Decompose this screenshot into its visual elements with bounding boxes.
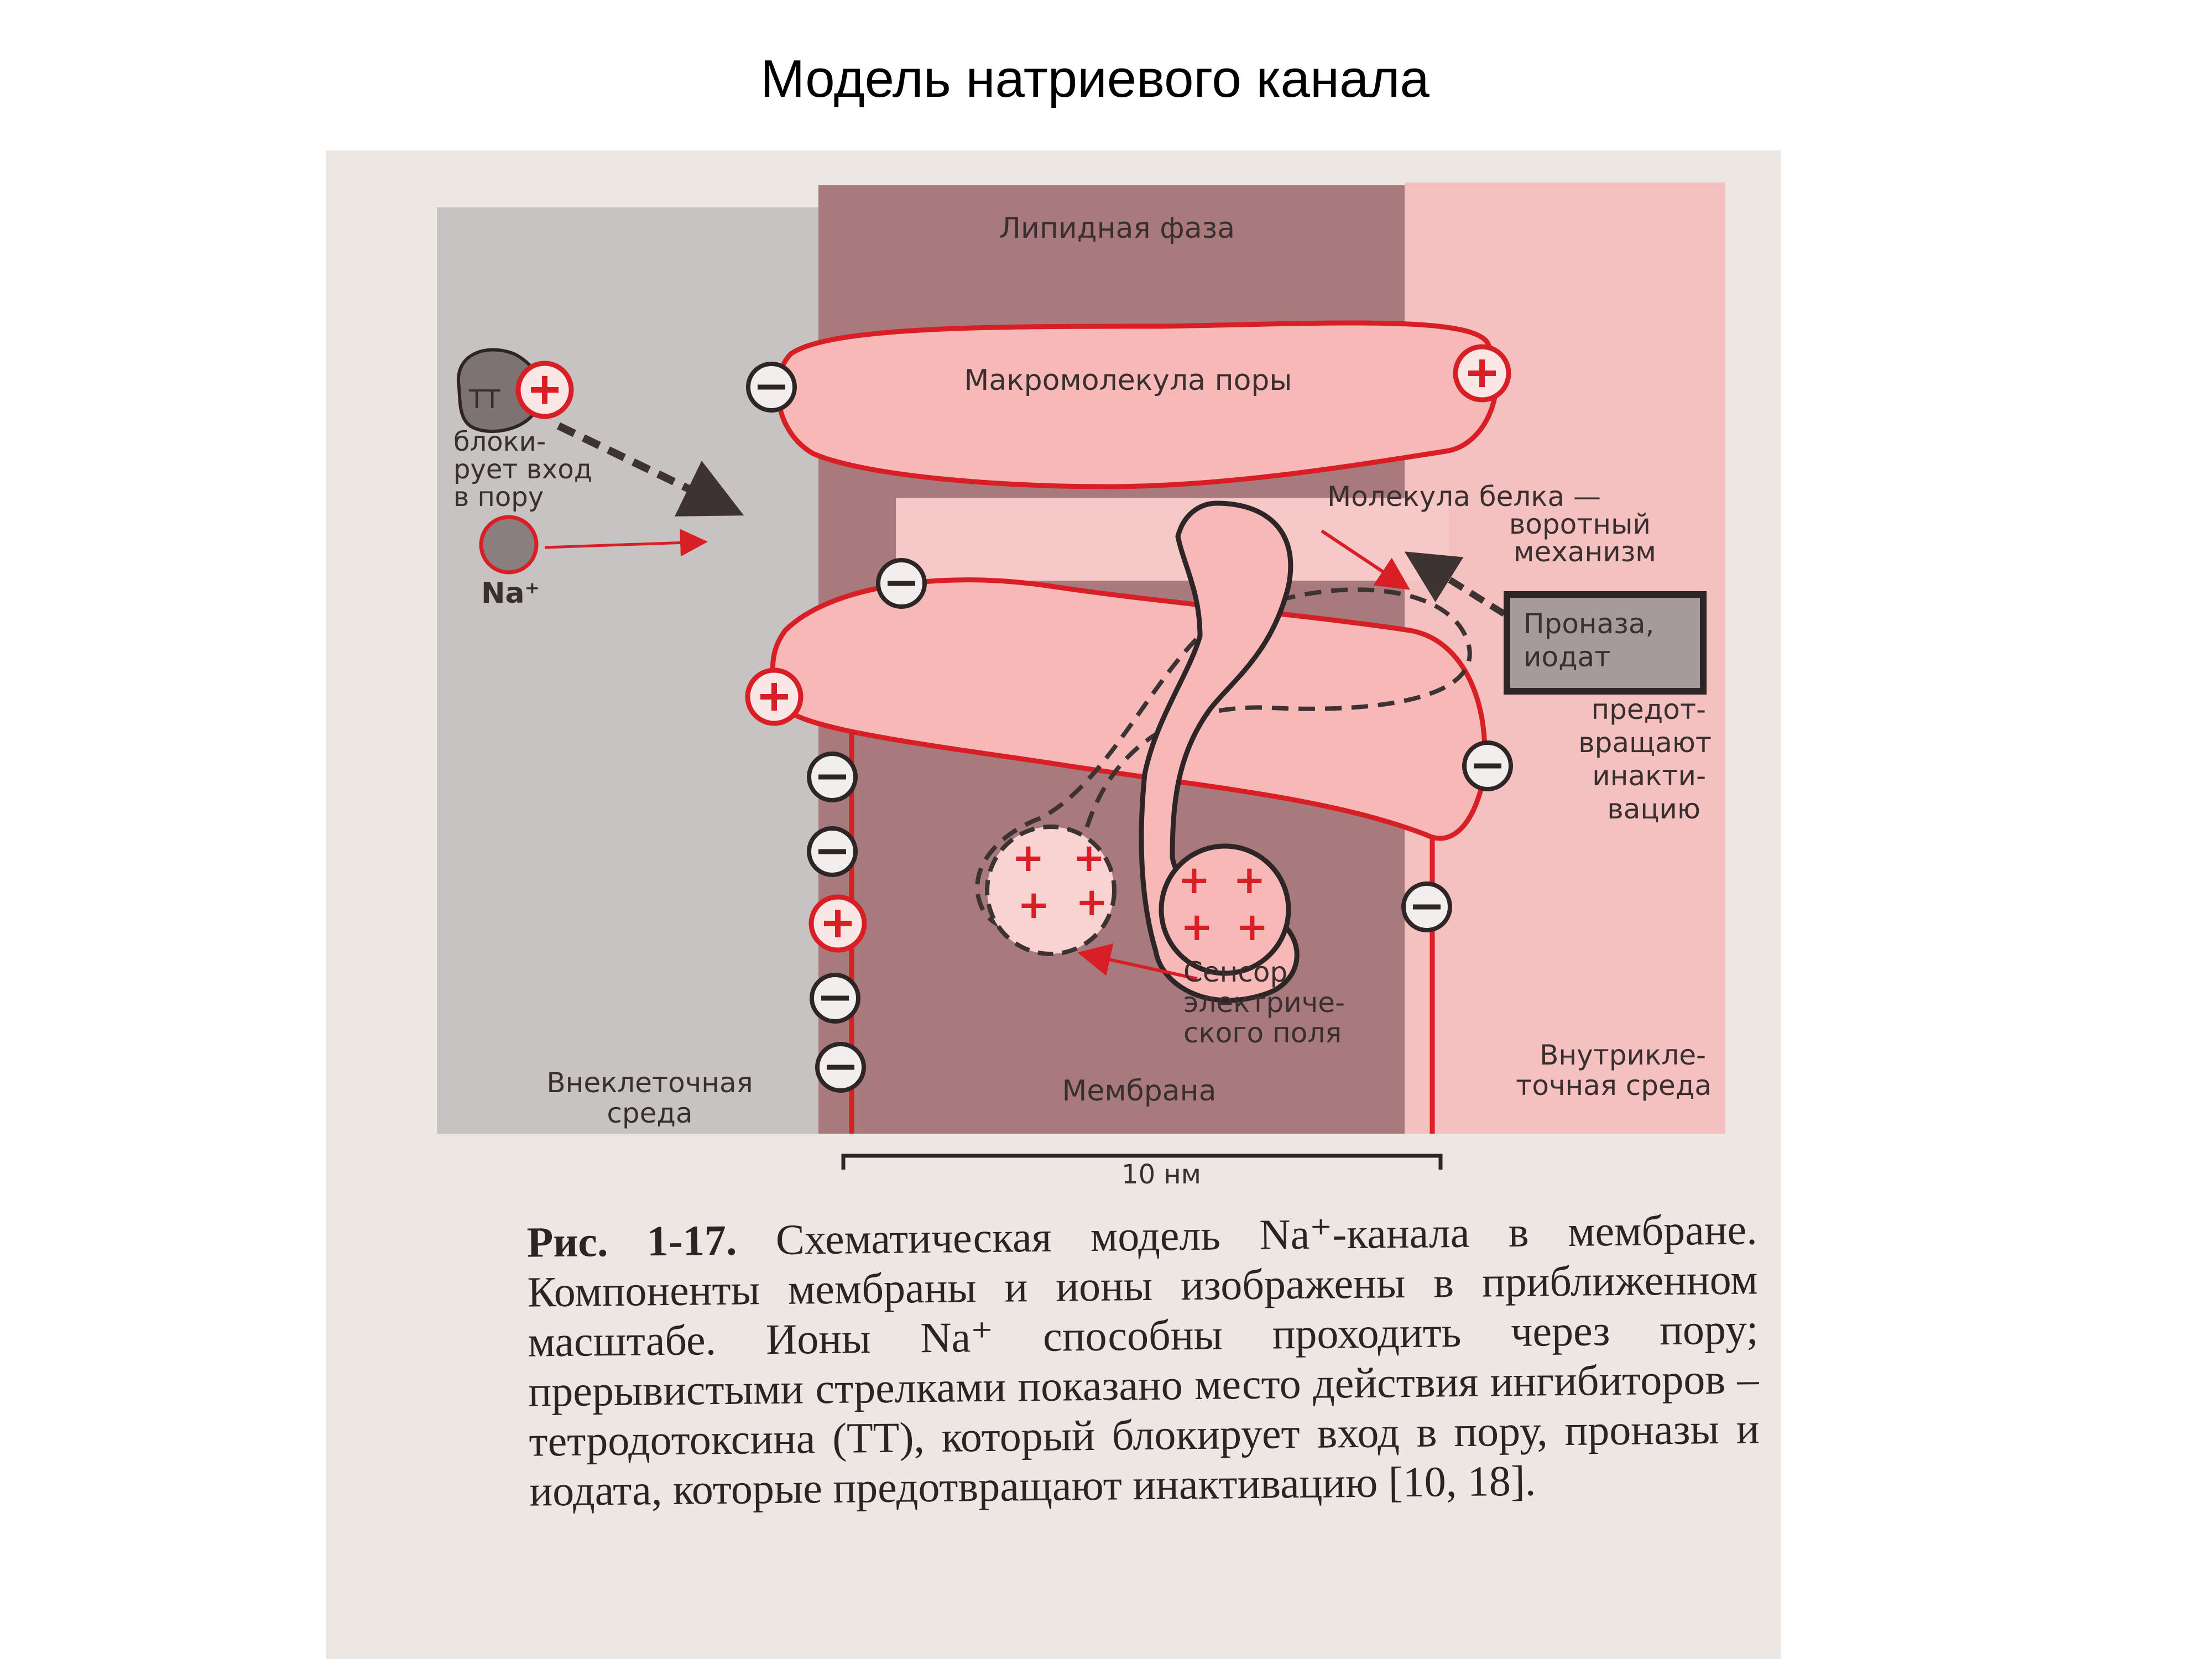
figure-label: Рис. 1-17. xyxy=(526,1215,737,1266)
svg-text:ского поля: ского поля xyxy=(1183,1017,1342,1049)
pore-macromolecule-label: Макромолекула поры xyxy=(964,364,1292,397)
svg-text:рует вход: рует вход xyxy=(453,454,592,485)
svg-text:в пору: в пору xyxy=(453,482,544,513)
svg-text:+: + xyxy=(1018,882,1050,927)
svg-text:механизм: механизм xyxy=(1513,536,1656,568)
svg-text:Молекула белка —: Молекула белка — xyxy=(1327,481,1601,513)
lipid-phase-label: Липидная фаза xyxy=(999,212,1235,245)
svg-text:точная среда: точная среда xyxy=(1516,1070,1712,1102)
negative-charge xyxy=(878,560,925,607)
negative-charge xyxy=(748,364,795,410)
figure-caption xyxy=(526,1204,1760,1516)
scale-bar-label: 10 нм xyxy=(1121,1159,1201,1190)
svg-text:вращают: вращают xyxy=(1578,727,1712,759)
svg-text:+: + xyxy=(1012,835,1045,880)
svg-text:Сенсор: Сенсор xyxy=(1183,956,1288,988)
svg-text:среда: среда xyxy=(607,1097,693,1129)
positive-charge xyxy=(748,670,801,723)
sodium-ion xyxy=(481,517,536,572)
negative-charge xyxy=(809,828,855,875)
na-label: Na⁺ xyxy=(481,577,540,610)
negative-charge xyxy=(1464,743,1511,789)
svg-text:Внеклеточная: Внеклеточная xyxy=(546,1067,753,1099)
positive-charge xyxy=(811,897,864,950)
svg-text:вацию: вацию xyxy=(1607,793,1700,825)
negative-charge xyxy=(809,754,855,800)
svg-text:Проназа,: Проназа, xyxy=(1524,608,1655,640)
svg-text:+: + xyxy=(1233,857,1266,902)
caption-text: Схематическая модель Na⁺-канала в мембране. Компоненты мембраны и ионы изображены в приближенном масштабе. Ионы Na⁺ способны проходить через пору; прерывистыми стрелками показано место действия ингибиторов – тетродотоксина (ТТ), который блокирует вход в пору, проназы и иодата, которые предотвращают инактивацию [10, 18]. xyxy=(527,1205,1760,1515)
svg-text:электриче-: электриче- xyxy=(1183,987,1345,1019)
svg-text:+: + xyxy=(1178,857,1211,902)
svg-text:+: + xyxy=(1236,904,1269,950)
svg-text:воротный: воротный xyxy=(1509,508,1651,540)
svg-text:+: + xyxy=(1073,835,1105,880)
tt-label: ТТ xyxy=(469,384,500,414)
negative-charge xyxy=(812,975,858,1021)
slide-title: Модель натриевого канала xyxy=(760,49,1430,108)
pore-macromolecule-upper xyxy=(778,323,1496,487)
membrane-label: Мембрана xyxy=(1062,1074,1217,1108)
svg-text:предот-: предот- xyxy=(1591,693,1706,726)
negative-charge xyxy=(1404,884,1450,930)
positive-charge xyxy=(1455,347,1509,400)
positive-charge xyxy=(518,363,571,416)
intracellular-label xyxy=(1516,1039,1712,1102)
svg-text:+: + xyxy=(1076,879,1108,925)
negative-charge xyxy=(817,1044,864,1091)
svg-text:иодат: иодат xyxy=(1524,641,1611,673)
svg-text:+: + xyxy=(1181,904,1213,950)
svg-text:Внутрикле-: Внутрикле- xyxy=(1540,1039,1706,1071)
svg-text:блоки-: блоки- xyxy=(453,426,546,457)
svg-text:инакти-: инакти- xyxy=(1592,760,1706,792)
